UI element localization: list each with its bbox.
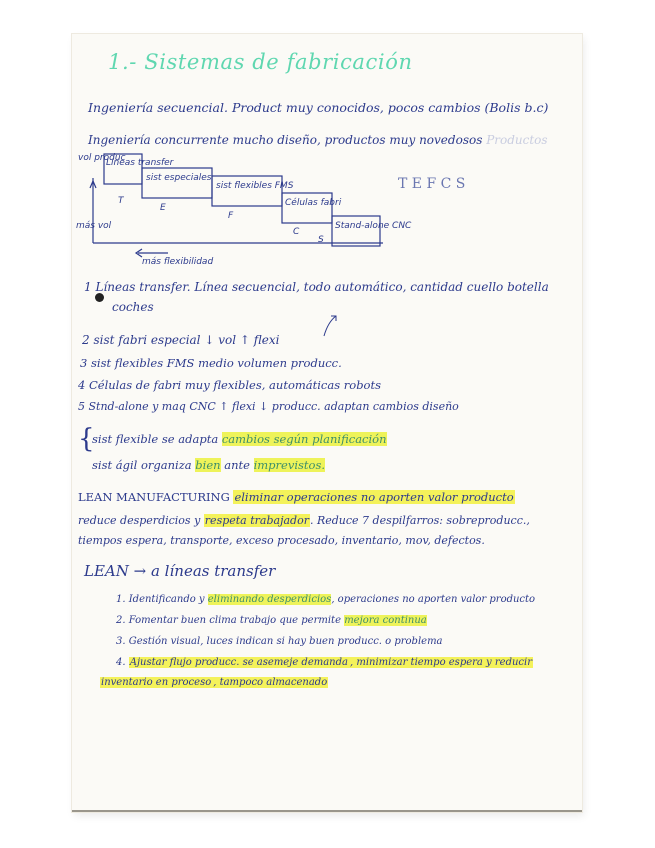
brace-text: ante (224, 458, 250, 472)
tefcs-label: T E F C S (398, 176, 466, 192)
y-top-label: vol produc (78, 153, 126, 163)
list-text: Stnd-alone y maq CNC ↑ flexi ↓ producc. adaptan cambios diseño (88, 400, 459, 413)
brace-highlight: cambios según planificación (221, 432, 387, 446)
lean-transfer-item-4 (116, 657, 533, 668)
item-text: 4. (116, 657, 126, 668)
paper-edge (72, 810, 582, 812)
lean-transfer-item-2 (116, 615, 427, 626)
brace-line-2 (92, 458, 325, 472)
list-number: 3 (80, 356, 88, 370)
step-label-flexibles: sist flexibles FMS (216, 181, 294, 191)
brace-text: sist flexible se adapta (92, 432, 219, 446)
item-text: , operaciones no aporten valor producto (331, 594, 536, 605)
lean-title: LEAN MANUFACTURING (78, 490, 230, 504)
line-concurrente-text: Ingeniería concurrente mucho diseño, productos muy novedosos (88, 133, 483, 147)
x-axis-label: más flexibilidad (142, 257, 214, 267)
lean-transfer-item-1 (116, 594, 535, 605)
item-highlight: , tampoco almacenado (213, 677, 328, 688)
lean-transfer-heading: LEAN → a líneas transfer (84, 562, 276, 580)
list-text: Líneas transfer. Línea secuencial, todo automático, cantidad cuello botella (95, 280, 549, 294)
page-title: 1.- Sistemas de fabricación (108, 50, 413, 74)
step-label-transfer: Líneas transfer (106, 158, 174, 168)
item-highlight: mejora continua (344, 615, 427, 626)
list-number: 5 (78, 400, 85, 413)
item-highlight: inventario en proceso (101, 677, 212, 688)
lean-text: reduce desperdicios y (78, 514, 201, 527)
lean-highlight: eliminar operaciones no aporten valor producto (234, 490, 514, 504)
list-item-3 (80, 356, 342, 370)
step-letter-e: E (160, 203, 166, 213)
brace-highlight: imprevistos. (253, 458, 326, 472)
brace-icon: { (78, 424, 95, 454)
bullet-dot (95, 293, 104, 302)
list-text: sist flexibles FMS medio volumen producc. (90, 356, 342, 370)
step-letter-c: C (293, 227, 300, 237)
hook-arrow-icon (322, 312, 340, 338)
list-number: 1 (84, 280, 92, 294)
list-item-1-cont: coches (112, 300, 154, 314)
step-letter-t: T (118, 196, 124, 206)
list-item-2 (82, 333, 279, 347)
list-item-4 (78, 378, 381, 392)
step-label-especiales: sist especiales (146, 173, 212, 183)
brace-line-1 (92, 432, 387, 446)
list-text: Células de fabri muy flexibles, automáticas robots (88, 378, 382, 392)
flexibility-diagram (76, 148, 412, 268)
step-label-standalone: Stand-alone CNC (335, 221, 412, 231)
brace-highlight: bien (195, 458, 221, 472)
lean-body-2: tiempos espera, transporte, exceso procesado, inventario, mov, defectos. (78, 534, 485, 547)
line-concurrente (88, 133, 548, 147)
lean-highlight: respeta trabajador (204, 514, 309, 527)
step-letter-f: F (228, 211, 234, 221)
list-item-1 (84, 280, 549, 294)
list-number: 2 (82, 333, 90, 347)
lean-text: . Reduce 7 despilfarros: sobreproducc., (309, 514, 530, 527)
lean-transfer-item-4-cont (100, 677, 328, 688)
item-highlight: eliminando desperdicios (207, 594, 332, 605)
item-text: 2. Fomentar buen clima trabajo que permite (116, 615, 341, 626)
list-item-5 (78, 400, 459, 413)
list-text: sist fabri especial ↓ vol ↑ flexi (93, 333, 280, 347)
step-letter-s: S (318, 235, 324, 245)
step-label-celulas: Células fabri (285, 198, 342, 208)
line-secuencial: Ingeniería secuencial. Product muy conocidos, pocos cambios (Bolis b.c) (88, 100, 549, 115)
brace-text: sist ágil organiza (92, 458, 192, 472)
item-highlight: Ajustar flujo producc. se asemeje demanda (129, 657, 348, 668)
lean-transfer-item-3: 3. Gestión visual, luces indican si hay buen producc. o problema (116, 636, 443, 647)
item-text: 1. Identificando y (116, 594, 205, 605)
item-highlight: , minimizar tiempo espera y reducir (350, 657, 533, 668)
y-bottom-label: más vol (76, 221, 112, 231)
list-number: 4 (78, 378, 86, 392)
line-concurrente-faint: Productos (486, 133, 548, 147)
lean-body-1 (78, 514, 530, 527)
lean-heading (78, 490, 515, 504)
